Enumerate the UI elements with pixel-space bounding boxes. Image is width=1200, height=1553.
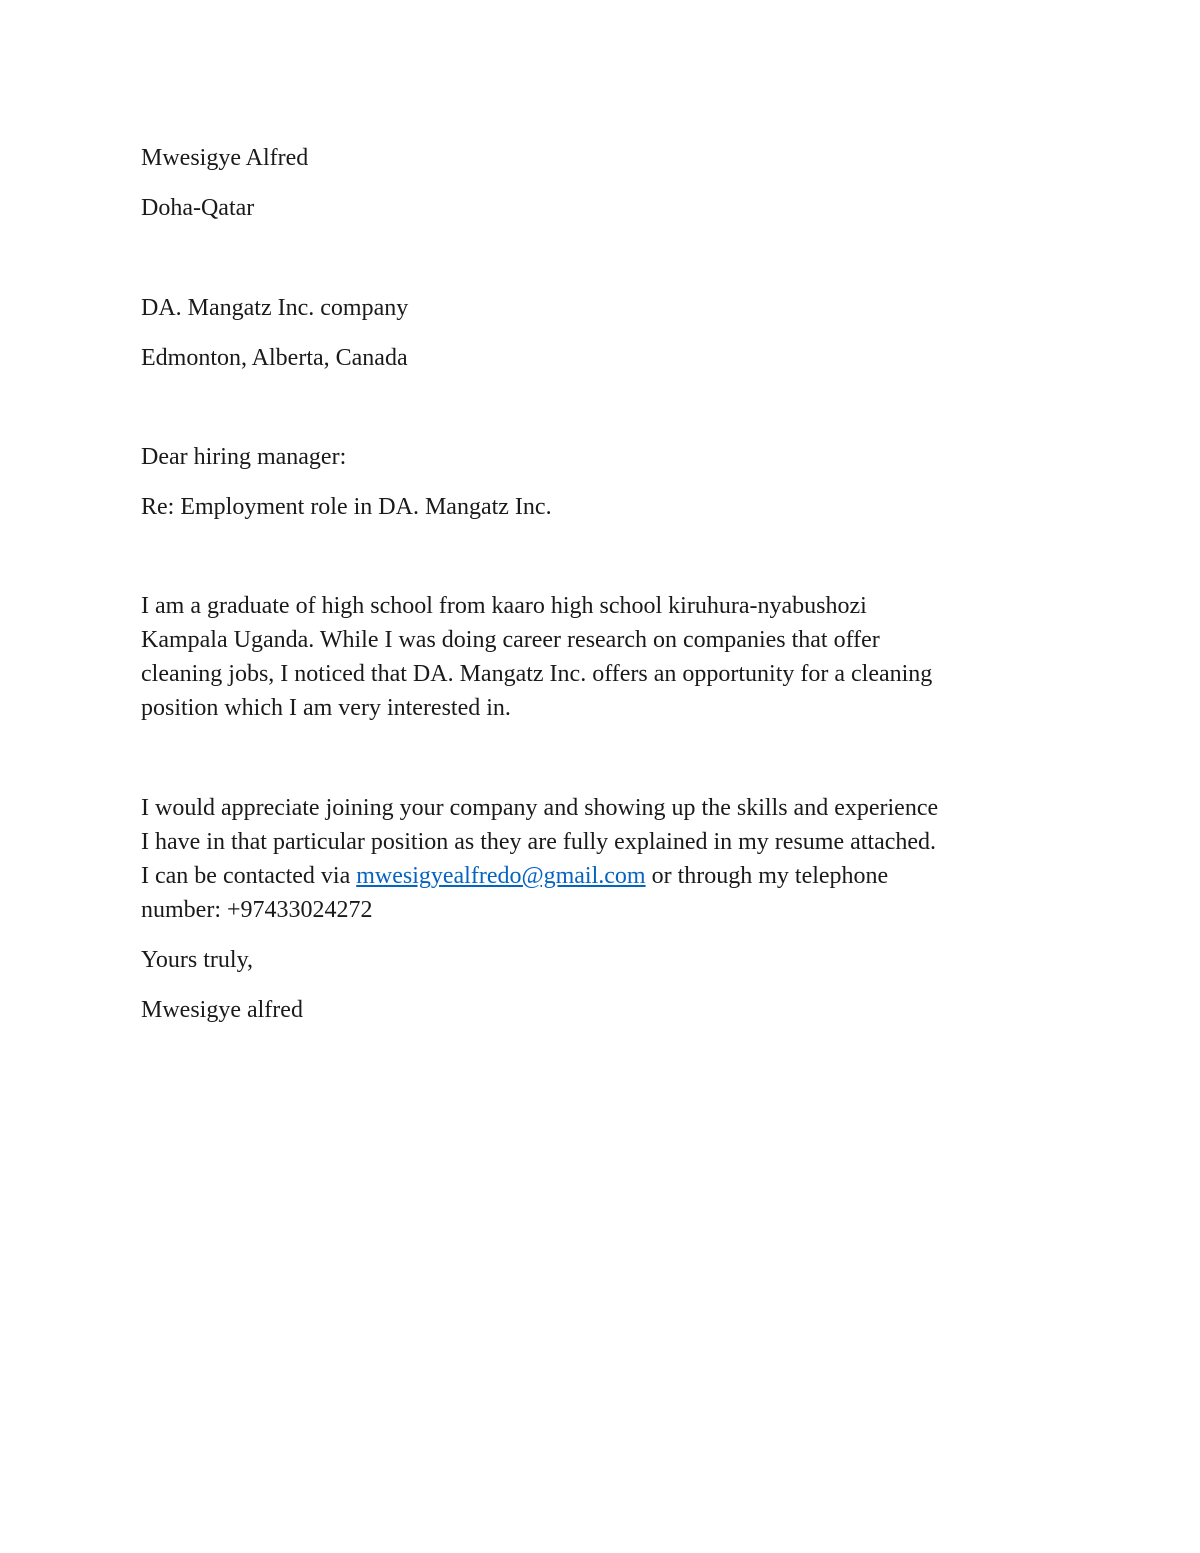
paragraph-line: position which I am very interested in. bbox=[141, 695, 511, 721]
paragraph-intro bbox=[141, 589, 1071, 725]
signature: Mwesigye alfred bbox=[141, 997, 303, 1023]
paragraph-line-contact bbox=[141, 859, 1071, 893]
paragraph-contact bbox=[141, 791, 1071, 927]
phone-number-line: number: +97433024272 bbox=[141, 897, 373, 923]
contact-suffix: or through my telephone bbox=[645, 863, 889, 889]
closing: Yours truly, bbox=[141, 947, 254, 973]
subject-line: Re: Employment role in DA. Mangatz Inc. bbox=[141, 494, 552, 520]
paragraph-line: I have in that particular position as they are fully explained in my resume attached. bbox=[141, 829, 937, 855]
recipient-address: Edmonton, Alberta, Canada bbox=[141, 345, 408, 371]
salutation: Dear hiring manager: bbox=[141, 444, 347, 470]
sender-location: Doha-Qatar bbox=[141, 195, 255, 221]
recipient-company: DA. Mangatz Inc. company bbox=[141, 295, 409, 321]
sender-name: Mwesigye Alfred bbox=[141, 145, 309, 171]
paragraph-line: Kampala Uganda. While I was doing career research on companies that offer bbox=[141, 627, 880, 653]
contact-prefix: I can be contacted via bbox=[141, 863, 357, 889]
paragraph-line: I would appreciate joining your company and showing up the skills and experience bbox=[141, 795, 939, 821]
paragraph-line: I am a graduate of high school from kaaro high school kiruhura-nyabushozi bbox=[141, 593, 867, 619]
paragraph-line: cleaning jobs, I noticed that DA. Mangatz Inc. offers an opportunity for a cleaning bbox=[141, 661, 933, 687]
email-link[interactable]: mwesigyealfredo@gmail.com bbox=[356, 863, 646, 889]
